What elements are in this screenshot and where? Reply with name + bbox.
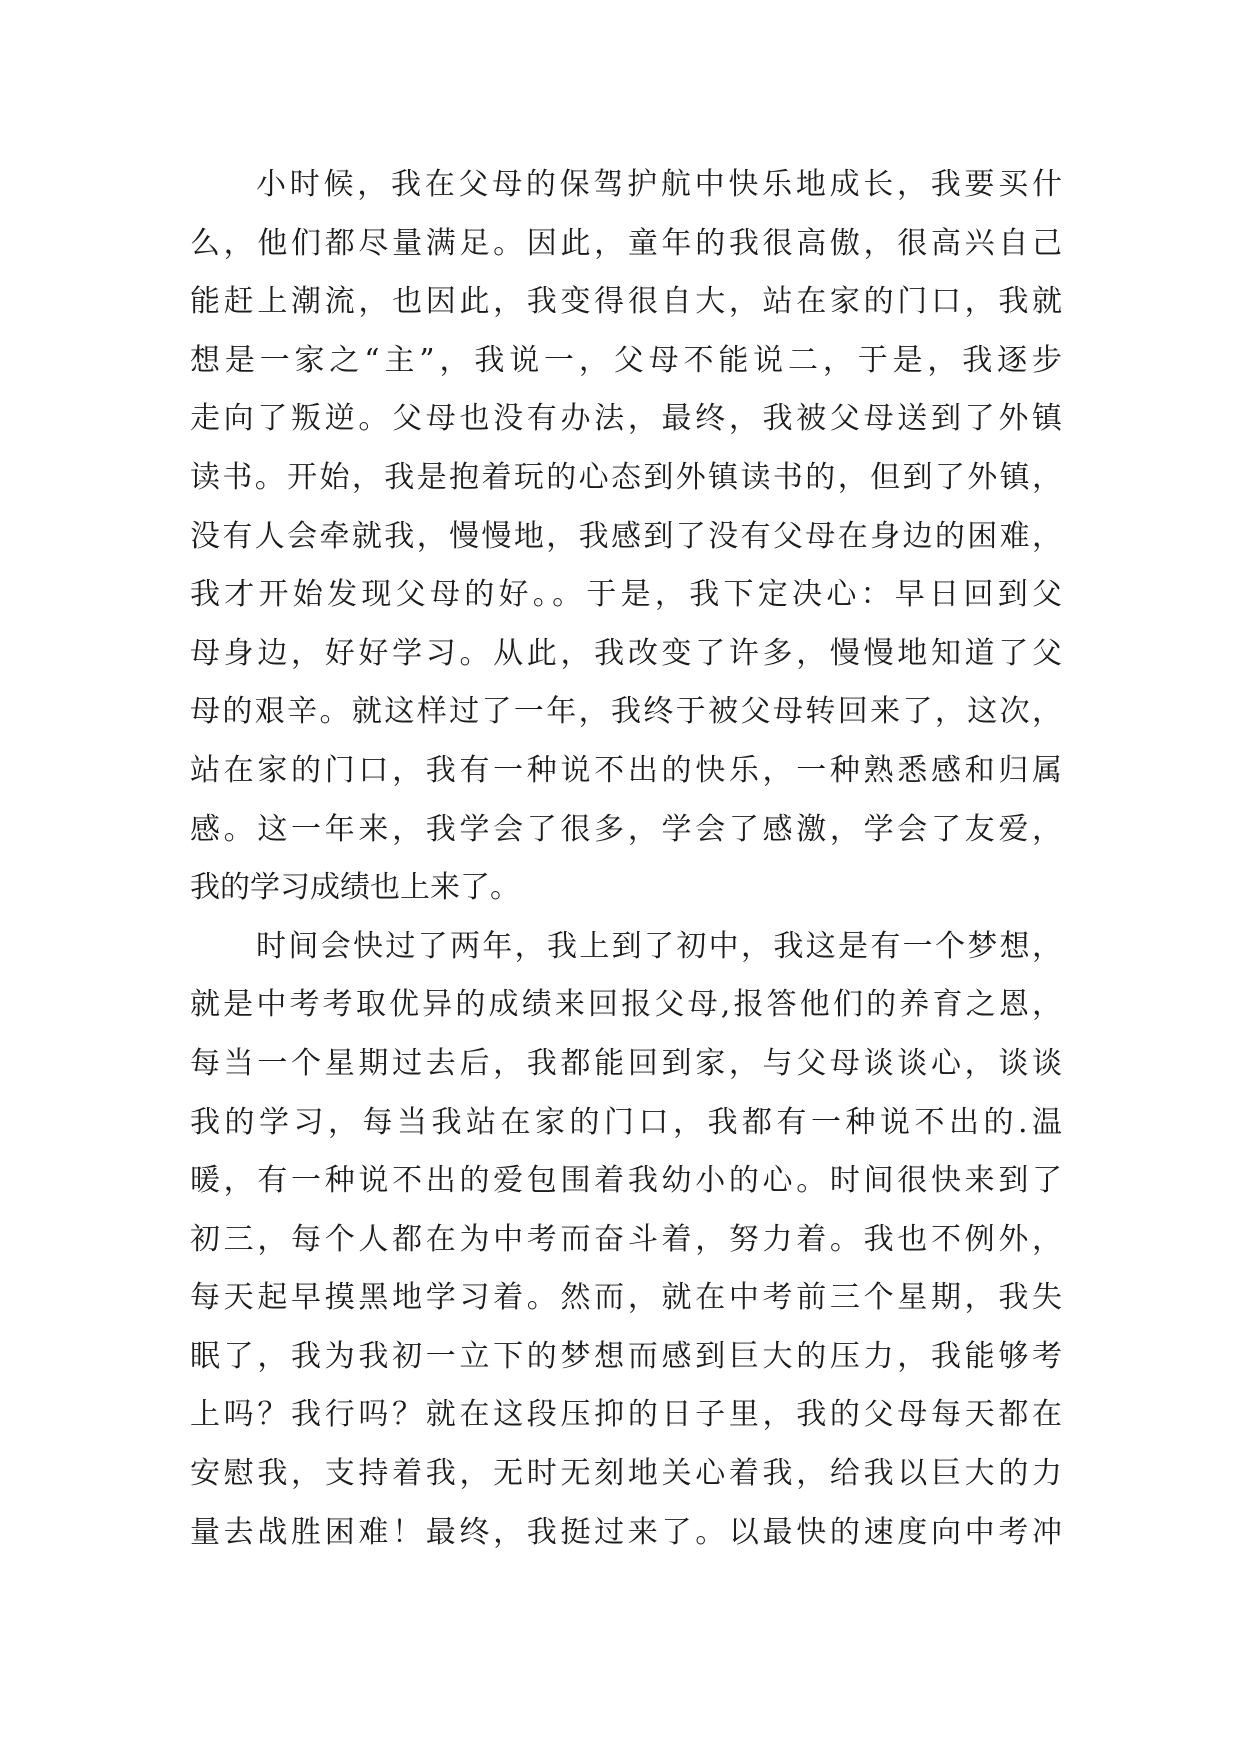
paragraph-line: 我的学习成绩也上来了。	[190, 870, 520, 906]
paragraph-line: 时间会快过了两年，我上到了初中，我这是有一个梦想，	[256, 928, 1062, 964]
paragraph-line: 每天起早摸黑地学习着。然而，就在中考前三个星期，我失	[190, 1280, 1062, 1316]
paragraph-line: 我才开始发现父母的好。。于是，我下定决心：早日回到父	[190, 577, 1062, 613]
paragraph-line: 么，他们都尽量满足。因此，童年的我很高傲，很高兴自己	[190, 225, 1062, 261]
paragraph-line: 就是中考考取优异的成绩来回报父母,报答他们的养育之恩，	[190, 987, 1062, 1023]
paragraph-line: 上吗？我行吗？就在这段压抑的日子里，我的父母每天都在	[190, 1397, 1062, 1433]
paragraph-2	[190, 918, 1062, 1563]
paragraph-line: 初三，每个人都在为中考而奋斗着，努力着。我也不例外，	[190, 1221, 1062, 1257]
paragraph-line: 读书。开始，我是抱着玩的心态到外镇读书的，但到了外镇，	[190, 459, 1062, 495]
paragraph-line: 眠了，我为我初一立下的梦想而感到巨大的压力，我能够考	[190, 1338, 1062, 1374]
paragraph-line: 没有人会牵就我，慢慢地，我感到了没有父母在身边的困难，	[190, 518, 1062, 554]
paragraph-line: 母的艰辛。就这样过了一年，我终于被父母转回来了，这次，	[190, 694, 1062, 730]
paragraph-line: 安慰我，支持着我，无时无刻地关心着我，给我以巨大的力	[190, 1456, 1062, 1492]
paragraph-line: 量去战胜困难！最终，我挺过来了。以最快的速度向中考冲	[190, 1514, 1062, 1550]
paragraph-line: 每当一个星期过去后，我都能回到家，与父母谈谈心，谈谈	[190, 1045, 1062, 1081]
paragraph-line: 感。这一年来，我学会了很多，学会了感激，学会了友爱，	[190, 811, 1062, 847]
paragraph-line: 想是一家之“主”，我说一，父母不能说二，于是，我逐步	[190, 342, 1062, 378]
paragraph-line: 我的学习，每当我站在家的门口，我都有一种说不出的.温	[190, 1104, 1062, 1140]
paragraph-line: 能赶上潮流，也因此，我变得很自大，站在家的门口，我就	[190, 284, 1062, 320]
paragraph-line: 走向了叛逆。父母也没有办法，最终，我被父母送到了外镇	[190, 401, 1062, 437]
document-body	[190, 156, 1062, 1562]
paragraph-line: 小时候，我在父母的保驾护航中快乐地成长，我要买什	[256, 167, 1062, 202]
paragraph-line: 站在家的门口，我有一种说不出的快乐，一种熟悉感和归属	[190, 752, 1062, 788]
paragraph-line: 母身边，好好学习。从此，我改变了许多，慢慢地知道了父	[190, 635, 1062, 671]
paragraph-1	[190, 156, 1062, 918]
paragraph-line: 暖，有一种说不出的爱包围着我幼小的心。时间很快来到了	[190, 1163, 1062, 1199]
